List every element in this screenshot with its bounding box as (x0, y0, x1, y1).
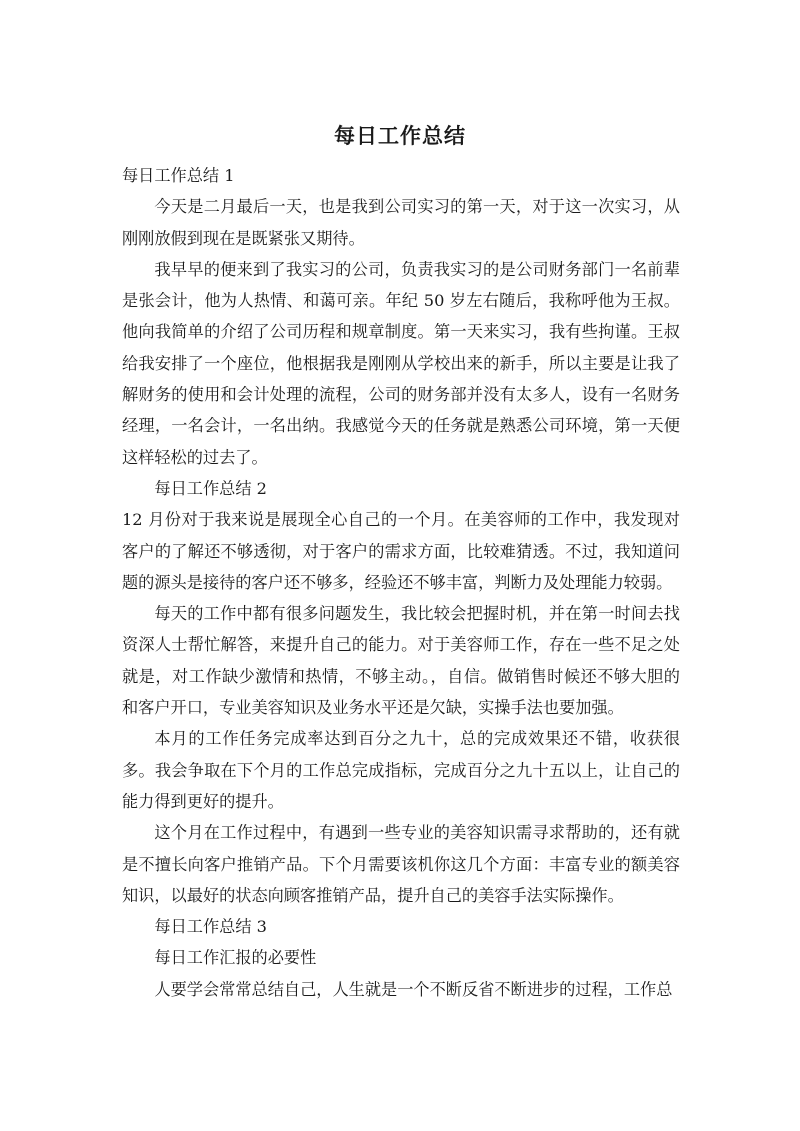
section-heading-3: 每日工作总结 3 (154, 917, 267, 937)
paragraph: 每天的工作中都有很多问题发生，我比较会把握时机，并在第一时间去找资深人士帮忙解答，来提升自己的能力。对于美容师工作，存在一些不足之处就是，对工作缺少激情和热情，不够主动。，自信。做销售时候还不够大胆的和客户开口，专业美容知识及业务水平还是欠缺，实操手法也要加强。 (122, 604, 680, 718)
paragraph: 这个月在工作过程中，有遇到一些专业的美容知识需寻求帮助的，还有就是不擅长向客户推销产品。下个月需要该机你这几个方面：丰富专业的额美容知识，以最好的状态向顾客推销产品，提升自己的美容手法实际操作。 (122, 823, 680, 905)
subheading: 每日工作汇报的必要性 (154, 948, 317, 968)
paragraph: 我早早的便来到了我实习的公司，负责我实习的是公司财务部门一名前辈是张会计，他为人热情、和蔼可亲。年纪 50 岁左右随后，我称呼他为王叔。他向我简单的介绍了公司历程和规章制度。第一天来实习，我有些拘谨。王叔给我安排了一个座位，他根据我是刚刚从学校出来的新手，所以主要是让我了解财务的使用和会计处理的流程，公司的财务部并没有太多人，设有一名财务经理，一名会计，一名出纳。我感觉今天的任务就是熟悉公司环境，第一天便这样轻松的过去了。 (122, 259, 680, 467)
paragraph: 12 月份对于我来说是展现全心自己的一个月。在美容师的工作中，我发现对客户的了解还不够透彻，对于客户的需求方面，比较难猜透。不过，我知道问题的源头是接待的客户还不够多，经验还不够丰富，判断力及处理能力较弱。 (122, 510, 680, 592)
section-heading-2: 每日工作总结 2 (154, 478, 267, 498)
paragraph: 本月的工作任务完成率达到百分之九十，总的完成效果还不错，收获很多。我会争取在下个月的工作总完成指标，完成百分之九十五以上，让自己的能力得到更好的提升。 (122, 729, 680, 811)
section-heading-1: 每日工作总结 1 (122, 166, 235, 185)
paragraph: 人要学会常常总结自己，人生就是一个不断反省不断进步的过程，工作总 (154, 979, 673, 999)
document-body (122, 160, 680, 1005)
paragraph: 今天是二月最后一天，也是我到公司实习的第一天，对于这一次实习，从刚刚放假到现在是既紧张又期待。 (122, 197, 680, 248)
document-title: 每日工作总结 (334, 124, 466, 148)
